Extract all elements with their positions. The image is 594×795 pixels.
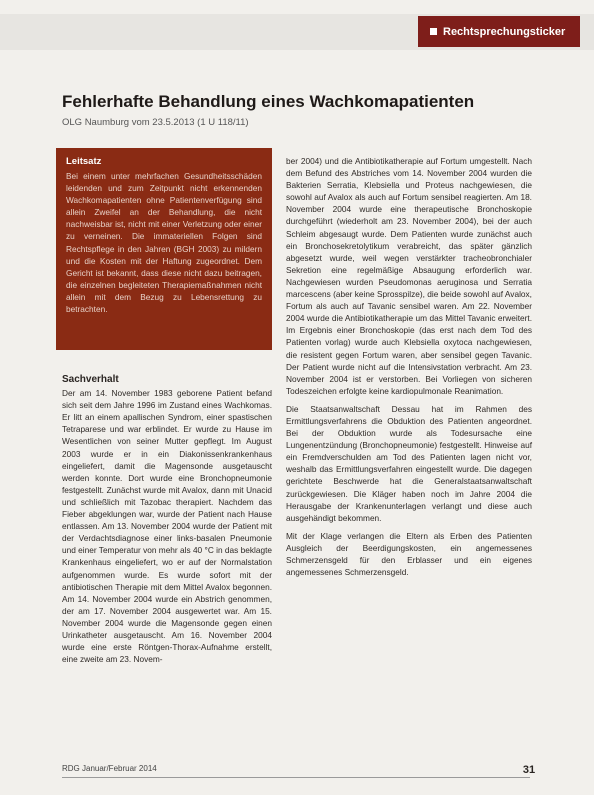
square-bullet-icon bbox=[430, 28, 437, 35]
footer-issue: RDG Januar/Februar 2014 bbox=[62, 764, 157, 773]
section-ribbon bbox=[418, 16, 580, 47]
column-left bbox=[62, 374, 272, 665]
paragraph: Der am 14. November 1983 geborene Patient befand sich seit dem Jahre 1996 im Zustand eines Wachkomas. Er litt an einem apallischen Syndrom, einer spastischen Tetraparese und war erblindet. Er wurde zu Hause im Wesentlichen von seiner Mutter gepflegt. Im August 2003 wurde er in ein Diakonissenkrankenhaus eingeliefert, damit die Magensonde ausgetauscht werden konnte. Dort wurde eine Bronchopneumonie festgestellt. Zunächst wurde mit Avalox, dann mit Unacid und schließlich mit Tazobac therapiert. Nachdem das Fieber abgeklungen war, wurde der Patient nach Hause entlassen. Am 13. November 2004 wurde der Patient mit der Verdachtsdiagnose einer links-basalen Pneumonie und einer Temperatur von mehr als 40 °C in das beklagte Krankenhaus eingeliefert, wo er auf der Normalstation aufgenommen wurde. Es wurde sofort mit der antibiotischen Therapie mit dem Mittel Avalox begonnen. Am 14. November 2004 wurde ein Abstrich genommen, der am 17. November 2004 ausgewertet war. Am 15. November 2004 wurde die Magensonde gegen einen Urinkatheter ausgetauscht. Am 16. November 2004 wurde eine erste Röntgen-Thorax-Aufnahme erstellt, eine zweite am 23. Novem- bbox=[62, 388, 272, 665]
sachverhalt-heading: Sachverhalt bbox=[62, 374, 119, 385]
leitsatz-heading: Leitsatz bbox=[66, 156, 102, 167]
leitsatz-text: Bei einem unter mehrfachen Gesundheitsschäden leidenden und zum Zeitpunkt nicht erkennenden Wachkomapatienten ohne Patientenverfügung sind allein Zweifel an der Behandlung, die nicht nachweisbar ist, nicht mit einer Verletzung oder einer zu verneinen. Die immateriellen Folgen sind Rechtspflege in den Jahren (BGH 2003) zu mildern und die Kosten mit der Haftung zugeordnet. Dem Gericht ist bekannt, dass diese nicht dazu beitragen, die einzelnen begleiteten Therapiemaßnahmen nicht allein mit dem Bezug zu Lebensrettung zu betrachten. bbox=[66, 171, 262, 315]
paragraph: Mit der Klage verlangen die Eltern als Erben des Patienten Ausgleich der Beerdigungskosten, ein angemessenes Schmerzensgeld für den Erblasser und ein eigenes angemessenes Schmerzensgeld. bbox=[286, 530, 532, 578]
column-right bbox=[286, 155, 532, 578]
leitsatz-box bbox=[56, 148, 272, 350]
paragraph: ber 2004) und die Antibiotikatherapie auf Fortum umgestellt. Nach dem Befund des Abstriches vom 14. November 2004 wurden die Bakterien Serratia, Klebsiella und Proteus nachgewiesen, die sowohl auf Avalox als auch auf Fortum sensibel reagierten. Am 18. November 2004 wurde eine therapeutische Bronchoskopie durchgeführt (wiederholt am 23. November 2004), bei der auch Schleim abgesaugt wurde. Dem Patienten wurde zunächst auch ein Bronchosekretolytikum verabreicht, das später gänzlich abgesetzt wurde, weil wegen verstärkter tracheobronchialer Sekretion eine regelmäßige Absaugung erforderlich war. Nachgewiesen wurden Pseudomonas aeruginosa und Serratia marcescens (aber keine Sprosspilze), die beide sowohl auf Avalox, Fortum als auch auf Tavanic sensibel waren. Am 22. November 2004 wurde die Antibiotikatherapie um das Mittel Tavanic erweitert. Im Ergebnis einer Bronchoskopie (das erst nach dem Tod des Patienten vorlag) wurde auch Klebsiella oxytoca nachgewiesen, die resistent gegen Fortum waren, aber sensibel gegen Tavanic. Der Patient wurde nicht auf die Intensivstation verbracht. Am 23. November 2004 ist er verstorben. Bei Vorliegen von sicheren Todeszeichen erfolgte keine kardiopulmonale Reanimation. bbox=[286, 156, 532, 396]
footer-divider bbox=[62, 777, 530, 778]
page-number: 31 bbox=[522, 764, 536, 776]
section-label: Rechtsprechungsticker bbox=[443, 25, 566, 38]
paragraph: Die Staatsanwaltschaft Dessau hat im Rahmen des Ermittlungsverfahrens die Obduktion des Patienten angeordnet. Bei der Obduktion wurde als Todesursache eine Lungenentzündung (Bronchopneumonie) festgestellt. Hinweise auf ein Fremdverschulden am Tod des Patienten lagen nicht vor, weshalb das Ermittlungsverfahren eingestellt wurde. Die dagegen gerichtete Beschwerde hat die Generalstaatsanwaltschaft zurückgewiesen. Die Kläger haben noch im Jahre 2004 die Herausgabe der Krankenunterlagen verlangt und diese auch ausgehändigt bekommen. bbox=[286, 403, 532, 523]
article-subtitle: OLG Naumburg vom 23.5.2013 (1 U 118/11) bbox=[62, 117, 249, 128]
article-title: Fehlerhafte Behandlung eines Wachkomapatienten bbox=[62, 92, 475, 111]
